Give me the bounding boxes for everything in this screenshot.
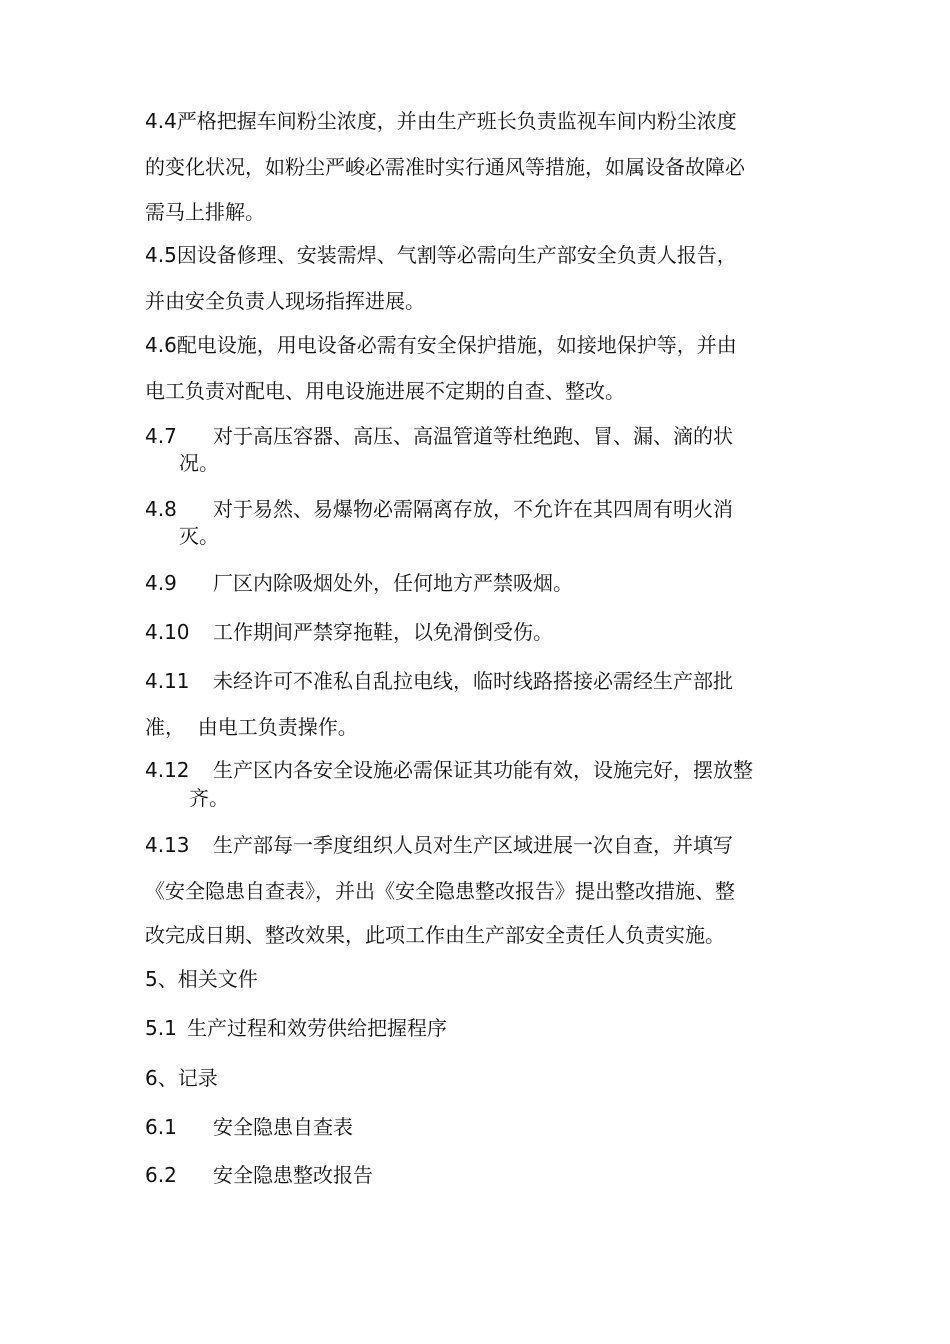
item-text: 生产过程和效劳供给把握程序	[187, 1016, 447, 1040]
clause-text: 电工负责对配电、用电设施进展不定期的自查、整改。	[145, 379, 625, 403]
clause-text: 况。	[179, 451, 219, 475]
clause-4-13-line-1	[145, 833, 733, 857]
clause-4-13-line-2	[145, 879, 735, 903]
clause-number: 4.13	[145, 833, 190, 857]
clause-text: 厂区内除吸烟处外，任何地方严禁吸烟。	[213, 571, 573, 595]
clause-number: 4.12	[145, 758, 190, 782]
item-text: 安全隐患整改报告	[213, 1163, 373, 1187]
section-6-heading	[145, 1066, 218, 1090]
clause-number: 4.9	[145, 571, 177, 595]
item-5-1	[145, 1016, 447, 1040]
clause-text: 《安全隐患自查表》，并出《安全隐患整改报告》提出整改措施、整	[145, 879, 735, 903]
clause-4-11-line-1	[145, 669, 733, 693]
clause-number: 4.8	[145, 497, 177, 521]
clause-4-8-line-2	[179, 524, 219, 548]
clause-4-12-line-1	[145, 758, 753, 782]
clause-text: 准， 由电工负责操作。	[145, 715, 358, 739]
clause-text: 对于高压容器、高压、高温管道等杜绝跑、冒、漏、滴的状	[213, 424, 733, 448]
clause-text: 生产区内各安全设施必需保证其功能有效，设施完好，摆放整	[213, 758, 753, 782]
clause-text: 对于易然、易爆物必需隔离存放，不允许在其四周有明火消	[213, 497, 733, 521]
clause-4-11-line-2	[145, 715, 358, 739]
clause-4-10	[145, 620, 553, 644]
section-5-heading	[145, 967, 258, 991]
item-number: 6.1	[145, 1115, 177, 1139]
item-6-1	[145, 1115, 353, 1139]
clause-4-5-line-2	[145, 289, 425, 313]
clause-number: 4.7	[145, 424, 177, 448]
clause-number: 4.5	[145, 243, 177, 267]
clause-4-5-line-1	[145, 243, 737, 267]
clause-4-6-line-2	[145, 379, 625, 403]
clause-4-6-line-1	[145, 333, 737, 357]
clause-number: 4.11	[145, 669, 190, 693]
clause-4-13-line-3	[145, 923, 725, 947]
item-6-2	[145, 1163, 373, 1187]
clause-text: 严格把握车间粉尘浓度，并由生产班长负责监视车间内粉尘浓度	[176, 109, 737, 133]
clause-text: 改完成日期、整改效果，此项工作由生产部安全责任人负责实施。	[145, 923, 725, 947]
section-title: 记录	[177, 1066, 218, 1090]
clause-text: 齐。	[189, 786, 229, 810]
clause-text: 并由安全负责人现场指挥进展。	[145, 289, 425, 313]
item-number: 6.2	[145, 1163, 177, 1187]
clause-4-12-line-2	[189, 786, 229, 810]
clause-text: 的变化状况，如粉尘严峻必需准时实行通风等措施，如属设备故障必	[145, 155, 745, 179]
clause-4-4-line-3	[145, 200, 265, 224]
item-text: 安全隐患自查表	[213, 1115, 353, 1139]
section-number: 6、	[145, 1066, 178, 1090]
clause-4-7-line-1	[145, 424, 733, 448]
clause-text: 未经许可不准私自乱拉电线，临时线路搭接必需经生产部批	[213, 669, 733, 693]
clause-4-9	[145, 571, 573, 595]
clause-number: 4.6	[145, 333, 177, 357]
clause-text: 工作期间严禁穿拖鞋，以免滑倒受伤。	[213, 620, 553, 644]
clause-text: 生产部每一季度组织人员对生产区域进展一次自查，并填写	[213, 833, 733, 857]
clause-number: 4.10	[145, 620, 190, 644]
clause-number: 4.4	[145, 109, 177, 133]
section-title: 相关文件	[177, 967, 258, 991]
section-number: 5、	[145, 967, 178, 991]
clause-text: 因设备修理、安装需焊、气割等必需向生产部安全负责人报告，	[176, 243, 737, 267]
clause-4-7-line-2	[179, 451, 219, 475]
clause-4-4-line-2	[145, 155, 745, 179]
clause-text: 配电设施，用电设备必需有安全保护措施，如接地保护等，并由	[176, 333, 737, 357]
clause-text: 需马上排解。	[145, 200, 265, 224]
clause-4-8-line-1	[145, 497, 733, 521]
item-number: 5.1	[145, 1016, 177, 1040]
clause-text: 灭。	[179, 524, 219, 548]
clause-4-4-line-1	[145, 109, 737, 133]
